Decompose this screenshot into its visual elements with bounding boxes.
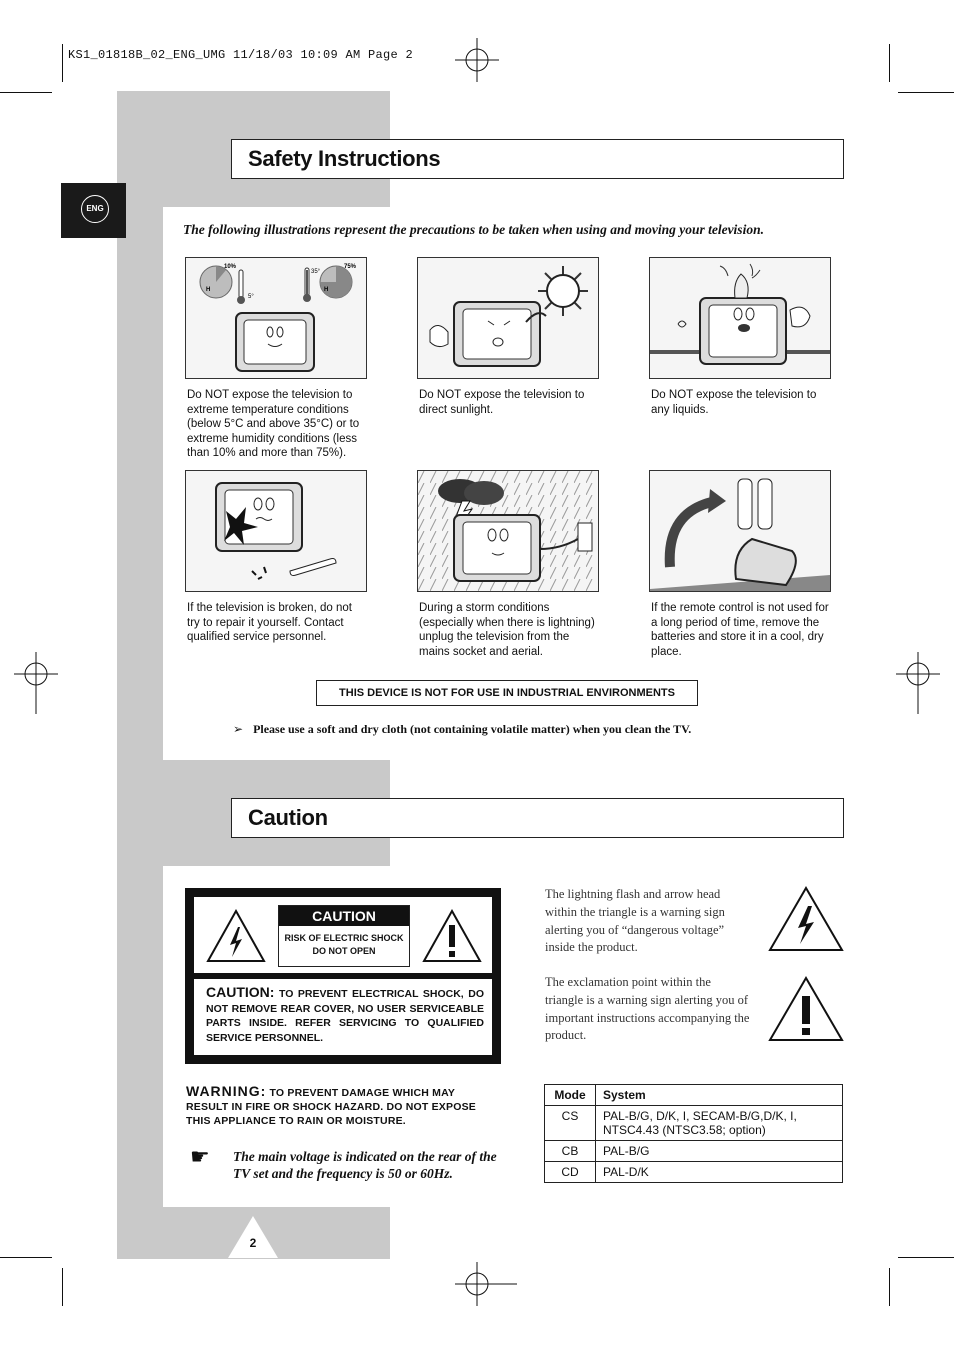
caption: Do NOT expose the television to direct sunlight. xyxy=(419,389,585,416)
caution-panel xyxy=(185,888,501,1064)
caution-body: TO PREVENT ELECTRICAL SHOCK, DO NOT REMOVE REAR COVER, NO USER SERVICEABLE PARTS INSIDE. REFER SERVICING TO QUALIFIED SERVICE PERSONNEL. xyxy=(206,988,485,1044)
intro-text: The following illustrations represent the precautions to be taken when using and moving your television. xyxy=(183,222,764,237)
temp-low-label: 5° xyxy=(248,294,254,300)
cleaning-tip xyxy=(233,722,691,737)
crop-mark xyxy=(898,92,954,93)
sunlight-icon xyxy=(417,257,599,379)
caution-label-line2: DO NOT OPEN xyxy=(312,946,376,956)
caution-label-head: CAUTION xyxy=(279,906,409,926)
caption: If the television is broken, do not try to repair it yourself. Contact qualified service personnel. xyxy=(187,602,352,644)
caution-label-body xyxy=(279,926,409,958)
crop-mark xyxy=(889,1268,890,1306)
registration-mark xyxy=(455,38,499,82)
storm-icon xyxy=(417,470,599,592)
crop-mark xyxy=(0,1257,52,1258)
table-row xyxy=(545,1106,843,1141)
lightning-triangle-icon xyxy=(206,909,266,963)
registration-mark xyxy=(455,1262,517,1306)
table-header-row xyxy=(545,1085,843,1106)
caption: If the remote control is not used for a long period of time, remove the batteries and store it in a cool, dry place. xyxy=(651,602,829,658)
exclamation-triangle-icon xyxy=(768,976,844,1042)
voltage-note: The main voltage is indicated on the rear of the TV set and the frequency is 50 or 60Hz. xyxy=(233,1149,497,1181)
warning-body: TO PREVENT DAMAGE WHICH MAY RESULT IN FIRE OR SHOCK HAZARD. DO NOT EXPOSE THIS APPLIANCE TO RAIN OR MOISTURE. xyxy=(186,1087,476,1127)
caution-lead: CAUTION: xyxy=(206,984,275,1000)
table-row xyxy=(545,1141,843,1162)
language-label: ENG xyxy=(81,195,109,223)
caution-label-area xyxy=(194,897,492,973)
pointing-hand-icon: ☛ xyxy=(190,1144,210,1169)
arrow-icon: ➢ xyxy=(233,722,244,736)
system-table xyxy=(544,1084,843,1183)
exclamation-triangle-icon xyxy=(422,909,482,963)
safety-title-box xyxy=(231,139,844,179)
crop-mark xyxy=(0,92,52,93)
section-title: Safety Instructions xyxy=(248,146,441,171)
remote-batteries-icon xyxy=(649,470,831,592)
liquids-icon xyxy=(649,257,831,379)
registration-mark xyxy=(14,652,58,714)
temperature-humidity-icon xyxy=(185,257,367,379)
section-title: Caution xyxy=(248,805,328,830)
caution-label-line1: RISK OF ELECTRIC SHOCK xyxy=(284,933,404,943)
h-label: H xyxy=(206,287,211,293)
content-area xyxy=(390,1207,854,1259)
crop-mark xyxy=(62,44,63,82)
mode-cell: CB xyxy=(545,1141,596,1162)
lightning-triangle-icon xyxy=(768,886,844,952)
print-info: KS1_01818B_02_ENG_UMG 11/18/03 10:09 AM Page 2 xyxy=(68,48,414,62)
column-header: System xyxy=(596,1085,843,1106)
caution-panel-text xyxy=(206,985,484,1045)
table-row xyxy=(545,1162,843,1183)
crop-mark xyxy=(889,44,890,82)
caption: Do NOT expose the television to any liquids. xyxy=(651,389,817,416)
tip-text: Please use a soft and dry cloth (not containing volatile matter) when you clean the TV. xyxy=(253,722,692,736)
caution-title-box xyxy=(231,798,844,838)
humidity-low-label: 10% xyxy=(224,264,237,270)
mode-cell: CS xyxy=(545,1106,596,1141)
caution-text-area xyxy=(194,979,492,1055)
language-tab xyxy=(61,183,126,238)
caution-label xyxy=(278,905,410,967)
system-cell: PAL-B/G xyxy=(596,1141,843,1162)
warning-lead: WARNING: xyxy=(186,1083,267,1099)
system-cell: PAL-D/K xyxy=(596,1162,843,1183)
mode-cell: CD xyxy=(545,1162,596,1183)
lightning-description: The lightning flash and arrow head within the triangle is a warning sign alerting you of “dangerous voltage” inside the product. xyxy=(545,887,725,955)
page-number: 2 xyxy=(249,1236,257,1250)
caption: During a storm conditions (especially when there is lightning) unplug the television from the mains socket and aerial. xyxy=(419,602,595,658)
registration-mark xyxy=(896,652,940,714)
crop-mark xyxy=(62,1268,63,1306)
industrial-notice: THIS DEVICE IS NOT FOR USE IN INDUSTRIAL ENVIRONMENTS xyxy=(316,680,698,706)
temp-high-label: 35° xyxy=(311,269,321,275)
exclamation-description: The exclamation point within the triangle is a warning sign alerting you of important instructions accompanying the product. xyxy=(545,975,750,1043)
warning-text xyxy=(186,1084,496,1128)
page-number-badge xyxy=(228,1216,278,1258)
crop-mark xyxy=(898,1257,954,1258)
system-cell: PAL-B/G, D/K, I, SECAM-B/G,D/K, I, NTSC4.43 (NTSC3.58; option) xyxy=(596,1106,843,1141)
broken-tv-icon xyxy=(185,470,367,592)
h-label: H xyxy=(324,287,329,293)
humidity-high-label: 75% xyxy=(344,264,357,270)
column-header: Mode xyxy=(545,1085,596,1106)
caption: Do NOT expose the television to extreme temperature conditions (below 5°C and above 35°C) or to extreme humidity conditions (less than 10% and more than 75%). xyxy=(187,389,360,460)
